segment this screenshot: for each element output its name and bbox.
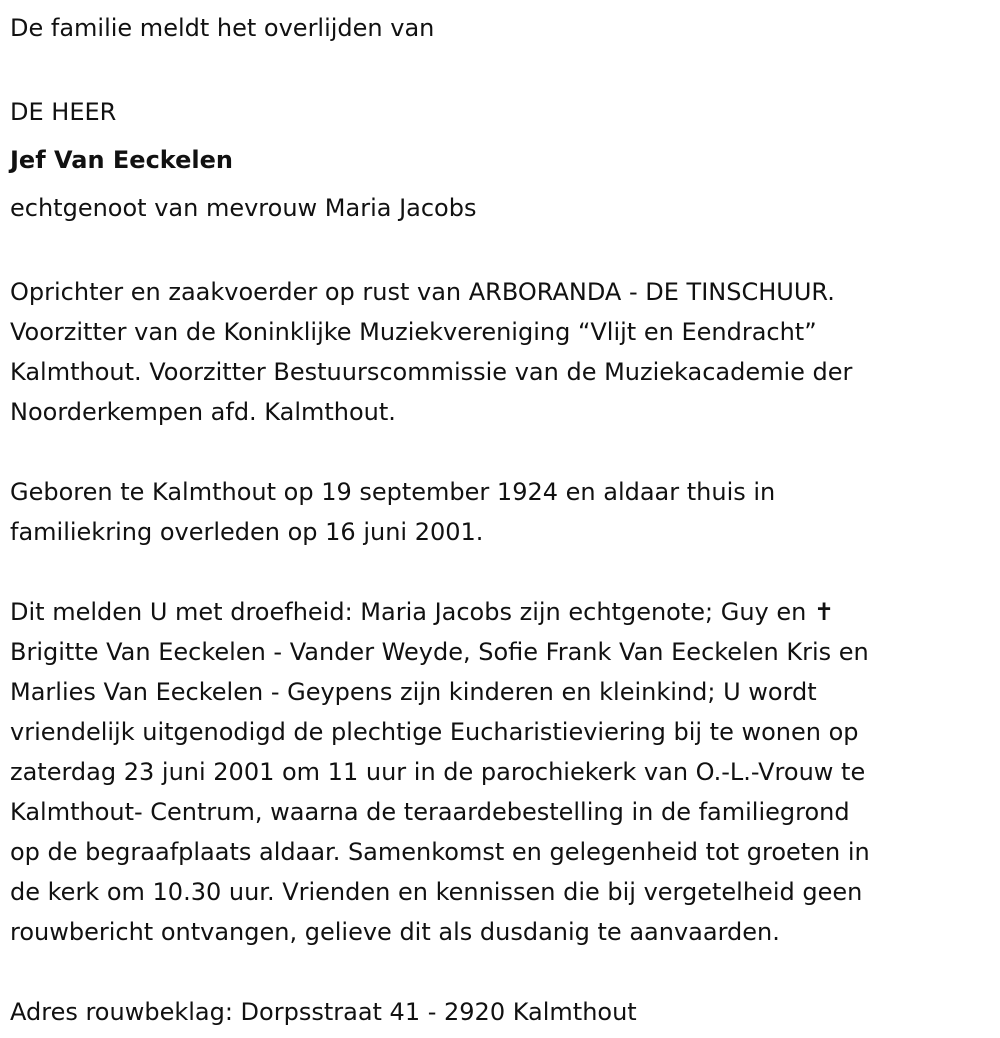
- roles-line: Voorzitter van de Koninklijke Muziekvereniging “Vlijt en Eendracht”: [10, 318, 817, 346]
- spacer: [10, 432, 1000, 472]
- roles-line: Noorderkempen afd. Kalmthout.: [10, 398, 396, 426]
- spacer: [10, 952, 1000, 992]
- spouse-line: echtgenoot van mevrouw Maria Jacobs: [10, 194, 477, 222]
- spacer: [10, 232, 1000, 272]
- honorific: DE HEER: [10, 98, 117, 126]
- birth-death-paragraph: [10, 472, 1000, 552]
- family-line-first: [10, 592, 1000, 632]
- roles-paragraph: [10, 272, 1000, 432]
- deceased-name: Jef Van Eeckelen: [10, 146, 233, 174]
- family-line: Brigitte Van Eeckelen - Vander Weyde, Sofie Frank Van Eeckelen Kris en: [10, 638, 869, 666]
- family-line: Kalmthout- Centrum, waarna de teraardebestelling in de familiegrond: [10, 798, 850, 826]
- family-line: vriendelijk uitgenodigd de plechtige Eucharistieviering bij te wonen op: [10, 718, 859, 746]
- intro-text: De familie meldt het overlijden van: [10, 14, 435, 42]
- roles-line: Kalmthout. Voorzitter Bestuurscommissie van de Muziekacademie der: [10, 358, 853, 386]
- family-line: rouwbericht ontvangen, gelieve dit als dusdanig te aanvaarden.: [10, 918, 780, 946]
- family-first-text: Dit melden U met droefheid: Maria Jacobs zijn echtgenote; Guy en: [10, 598, 807, 626]
- family-line: de kerk om 10.30 uur. Vrienden en kennissen die bij vergetelheid geen: [10, 878, 863, 906]
- family-line: Marlies Van Eeckelen - Geypens zijn kinderen en kleinkind; U wordt: [10, 678, 817, 706]
- birth-death-line: Geboren te Kalmthout op 19 september 1924 en aldaar thuis in: [10, 478, 776, 506]
- spacer: [10, 48, 1000, 88]
- family-line: zaterdag 23 juni 2001 om 11 uur in de parochiekerk van O.-L.-Vrouw te: [10, 758, 866, 786]
- condolence-address: Adres rouwbeklag: Dorpsstraat 41 - 2920 Kalmthout: [10, 998, 637, 1026]
- roles-line: Oprichter en zaakvoerder op rust van ARBORANDA - DE TINSCHUUR.: [10, 278, 835, 306]
- family-paragraph: [10, 592, 1000, 952]
- spacer: [10, 552, 1000, 592]
- birth-death-line: familiekring overleden op 16 juni 2001.: [10, 518, 484, 546]
- family-line: op de begraafplaats aldaar. Samenkomst en gelegenheid tot groeten in: [10, 838, 870, 866]
- cross-icon: ✝: [814, 598, 835, 626]
